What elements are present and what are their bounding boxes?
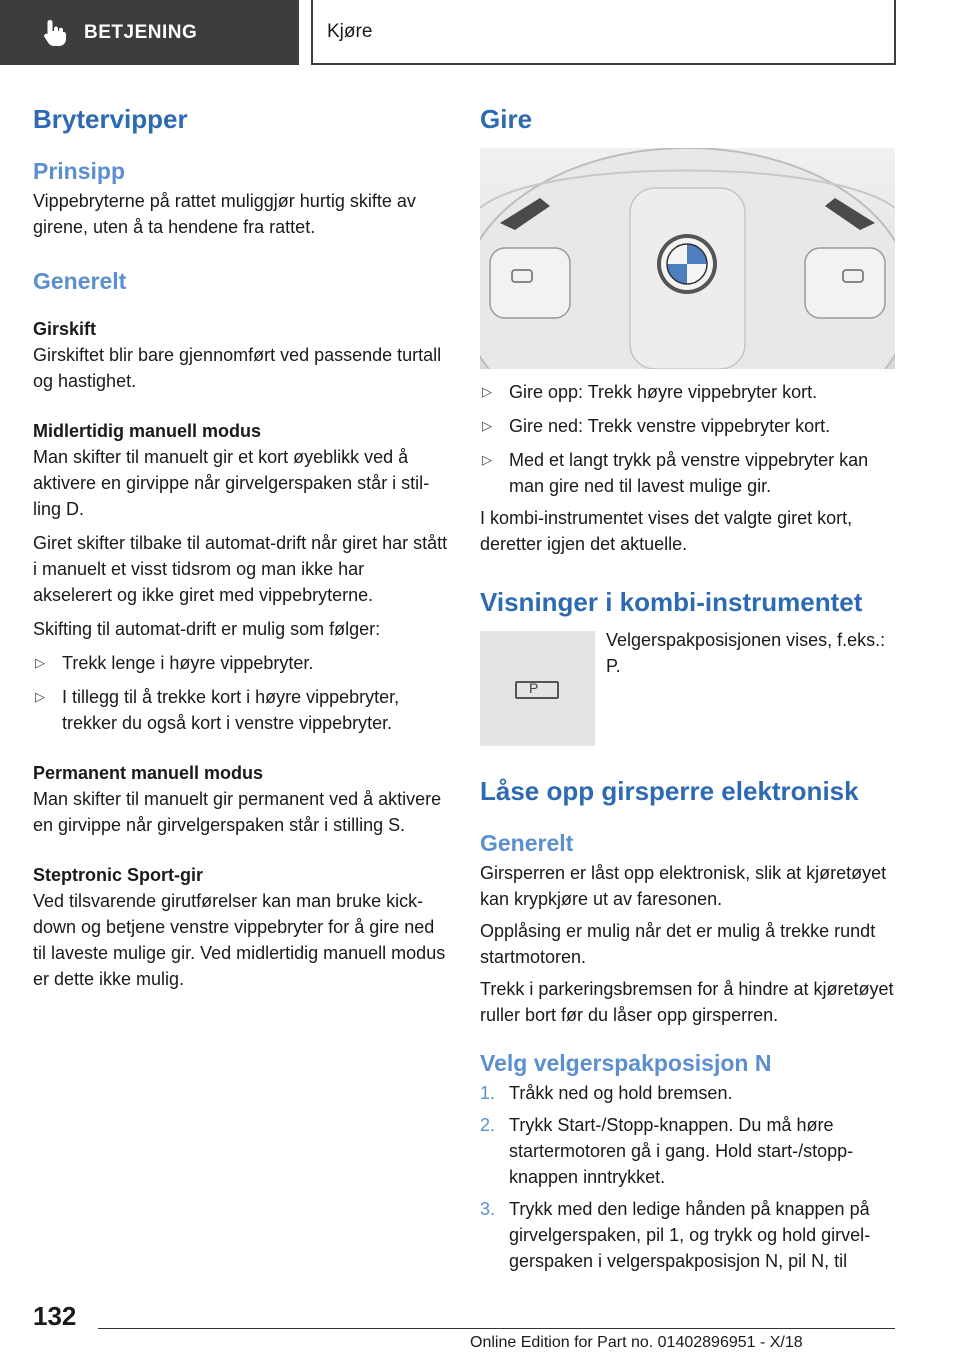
list-item: ▷ Trekk lenge i høyre vippebryter. <box>33 650 448 676</box>
footer-edition: Online Edition for Part no. 01402896951 - X/18 <box>470 1334 803 1351</box>
heading-midlertidig: Midlertidig manuell modus <box>33 421 262 441</box>
bullet-list-gire <box>480 379 895 499</box>
midlertidig-text-2: Giret skifter tilbake til automat-drift når giret har stått i manuelt et visst tidsrom og man ikke har akselerert og ikke giret med vippebryterne. <box>33 533 448 605</box>
triangle-bullet-icon: ▷ <box>482 452 492 467</box>
heading-gire: Gire <box>480 104 533 134</box>
heading-velg: Velg velgerspakposisjon N <box>480 1050 772 1076</box>
gire-text: I kombi-instrumentet vises det valgte giret kort, deretter igjen det aktuelle. <box>480 508 853 554</box>
heading-generelt-2: Generelt <box>480 830 574 856</box>
laase-text-3: Trekk i parkeringsbremsen for å hindre at kjøretøyet ruller bort før du låser opp girsperren. <box>480 979 894 1025</box>
section-tab[interactable] <box>0 0 299 65</box>
heading-steptronic: Steptronic Sport-gir <box>33 865 203 885</box>
left-column <box>33 100 448 992</box>
heading-visninger: Visninger i kombi-instrumentet <box>480 587 863 617</box>
right-column <box>480 100 895 1274</box>
display-p-image <box>480 631 595 746</box>
list-item: 3. Trykk med den ledige hånden på knappen på girvelgerspaken, pil 1, og trykk og hold girvelgerspaken i velgerspakposisjon N, pil N, til <box>480 1199 871 1271</box>
numbered-steps <box>480 1080 895 1274</box>
list-item: ▷ I tillegg til å trekke kort i høyre vippebryter, trekker du også kort i venstre vippebryter. <box>33 684 448 736</box>
heading-generelt: Generelt <box>33 268 127 294</box>
steering-wheel-image <box>480 148 895 369</box>
heading-prinsipp: Prinsipp <box>33 158 126 184</box>
midlertidig-text-1: Man skifter til manuelt gir et kort øyeblikk ved å aktivere en girvippe når girvelgerspaken står i stilling D. <box>33 447 430 519</box>
laase-text-2: Opplåsing er mulig når det er mulig å trekke rundt startmotoren. <box>480 921 876 967</box>
gear-indicator-box: P <box>515 681 559 699</box>
section-label: BETJENING <box>84 21 198 43</box>
prinsipp-text: Vippebryterne på rattet muliggjør hurtig skifte av girene, uten å ta hendene fra rattet. <box>33 191 416 237</box>
list-item: ▷ Gire ned: Trekk venstre vippebryter kort. <box>480 413 895 439</box>
list-item: 1. Tråkk ned og hold bremsen. <box>480 1083 733 1103</box>
list-item: ▷ Gire opp: Trekk høyre vippebryter kort. <box>480 379 895 405</box>
visninger-text: Velgerspakposisjonen vises, f.eks.: P. <box>606 630 886 676</box>
girskift-text: Girskiftet blir bare gjennomført ved passende turtall og hastighet. <box>33 345 442 391</box>
list-item: 2. Trykk Start-/Stopp-knappen. Du må høre startermotoren gå i gang. Hold start-/stopp-knappen inntrykket. <box>480 1115 854 1187</box>
triangle-bullet-icon: ▷ <box>482 384 492 399</box>
triangle-bullet-icon: ▷ <box>35 689 45 704</box>
chapter-title: Kjøre <box>311 0 896 65</box>
footer-divider <box>98 1328 895 1329</box>
permanent-text: Man skifter til manuelt gir permanent ved å aktivere en girvippe når girvelgerspaken står i stilling S. <box>33 789 442 835</box>
page-number: 132 <box>33 1301 77 1331</box>
page-header <box>0 0 960 66</box>
visninger-row <box>480 631 895 746</box>
hand-pointer-icon <box>38 16 72 50</box>
triangle-bullet-icon: ▷ <box>35 655 45 670</box>
midlertidig-text-3: Skifting til automat-drift er mulig som følger: <box>33 619 381 639</box>
heading-brytervipper: Brytervipper <box>33 104 188 134</box>
heading-girskift: Girskift <box>33 319 97 339</box>
laase-text-1: Girsperren er låst opp elektronisk, slik at kjøretøyet kan krypkjøre ut av faresonen. <box>480 863 887 909</box>
steptronic-text: Ved tilsvarende girutførelser kan man bruke kickdown og betjene venstre vippebryter for å gire ned til laveste mulige gir. Ved midlertidig manuell modus er dette ikke mulig. <box>33 891 446 989</box>
triangle-bullet-icon: ▷ <box>482 418 492 433</box>
heading-laase: Låse opp girsperre elektronisk <box>480 776 859 806</box>
bullet-list-automat <box>33 650 448 736</box>
list-item: ▷ Med et langt trykk på venstre vippebryter kan man gire ned til lavest mulige gir. <box>480 447 895 499</box>
heading-permanent: Permanent manuell modus <box>33 763 264 783</box>
